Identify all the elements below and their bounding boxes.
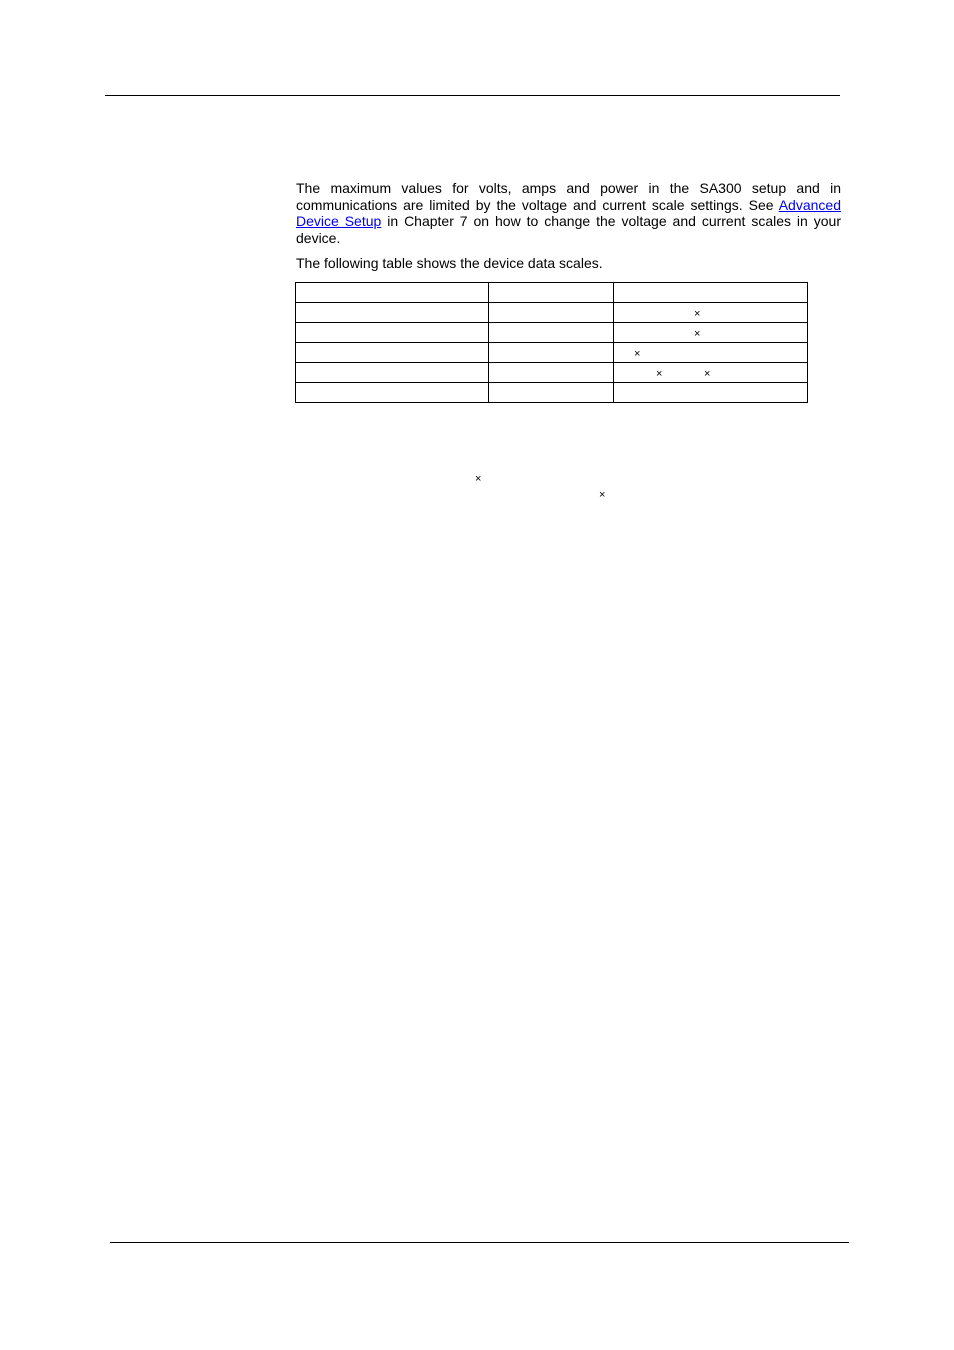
header-rule xyxy=(105,95,840,96)
table-row xyxy=(296,323,808,343)
table-cell xyxy=(296,323,489,343)
multiply-symbol: × xyxy=(656,368,663,380)
table-cell xyxy=(614,283,808,303)
table-cell xyxy=(489,303,614,323)
table-cell xyxy=(489,343,614,363)
multiply-symbol: × xyxy=(694,328,701,340)
table-cell xyxy=(614,383,808,403)
table-cell xyxy=(489,383,614,403)
footer-rule xyxy=(110,1242,849,1243)
table-cell xyxy=(489,363,614,383)
table-row xyxy=(296,343,808,363)
multiply-symbol: × xyxy=(599,489,606,501)
table-cell xyxy=(489,283,614,303)
table-row xyxy=(296,383,808,403)
multiply-symbol: × xyxy=(694,308,701,320)
intro-paragraph xyxy=(296,180,841,246)
table-cell xyxy=(614,343,808,363)
device-data-scales-table xyxy=(295,282,808,403)
table-header-row xyxy=(296,283,808,303)
table-cell xyxy=(614,323,808,343)
multiply-symbol: × xyxy=(704,368,711,380)
body-text xyxy=(296,180,841,272)
table-cell xyxy=(296,383,489,403)
table-cell xyxy=(614,363,808,383)
multiply-symbol: × xyxy=(634,348,641,360)
table-cell xyxy=(296,283,489,303)
intro-text-before-link: The maximum values for volts, amps and power in the SA300 setup and in communications are limited by the voltage and current scale settings. See xyxy=(296,180,841,213)
intro-text-after-link: in Chapter 7 on how to change the voltage and current scales in your device. xyxy=(296,213,841,246)
table-row xyxy=(296,363,808,383)
multiply-symbol: × xyxy=(475,473,482,485)
table-row xyxy=(296,303,808,323)
table-cell xyxy=(614,303,808,323)
table-cell xyxy=(296,363,489,383)
table-cell xyxy=(296,343,489,363)
table-intro-paragraph: The following table shows the device data scales. xyxy=(296,255,603,271)
advanced-device-setup-link[interactable]: Advanced Device Setup xyxy=(296,196,841,229)
table-cell xyxy=(296,303,489,323)
table-cell xyxy=(489,323,614,343)
